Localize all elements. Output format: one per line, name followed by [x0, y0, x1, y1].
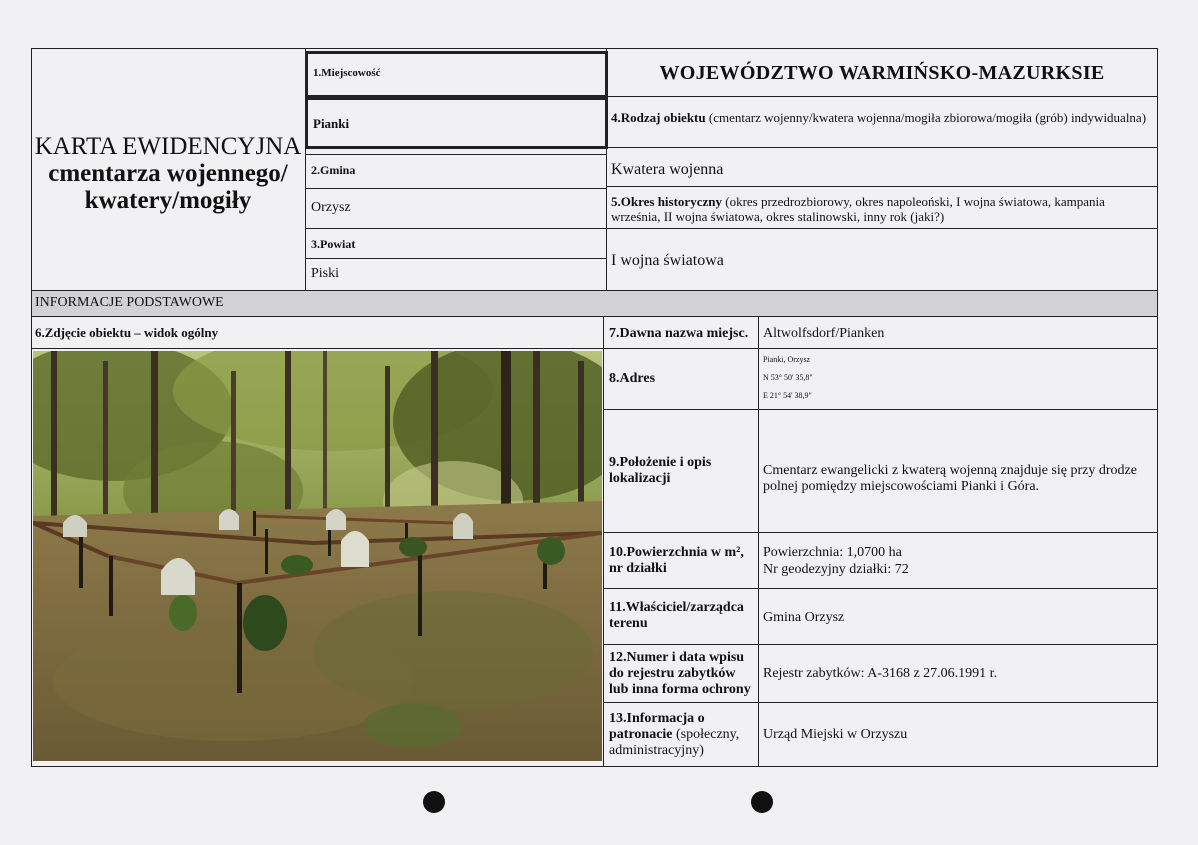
field8-label: 8.Adres [609, 371, 656, 386]
card-title-line3: kwatery/mogiły [84, 187, 252, 214]
field6-label: 6.Zdjęcie obiektu – widok ogólny [35, 325, 219, 340]
section-title: INFORMACJE PODSTAWOWE [35, 295, 224, 310]
card-title-line1: KARTA EWIDENCYJNA [34, 133, 302, 160]
punch-hole-left [423, 791, 445, 813]
field5-label: 5.Okres historyczny [611, 194, 722, 209]
voivodeship-heading: WOJEWÓDZTWO WARMIŃSKO-MAZURKSIE [659, 62, 1105, 84]
field13-value: Urząd Miejski w Orzyszu [763, 727, 908, 742]
field3-label: 3.Powiat [311, 237, 356, 251]
field4-hint: (cmentarz wojenny/kwatera wojenna/mogiła zbiorowa/mogiła (grób) indywidualna) [705, 110, 1147, 125]
field1-value-box [305, 97, 608, 149]
field5-header [611, 194, 1151, 224]
cemetery-photo [33, 351, 602, 761]
field1-value: Pianki [313, 116, 350, 131]
field9-label: 9.Położenie i opis lokalizacji [609, 455, 712, 486]
field8-line2: N 53° 50' 35,8" [763, 373, 813, 382]
field7-label: 7.Dawna nazwa miejsc. [609, 326, 749, 341]
field13-label: 13.Informacja o patronacie [609, 711, 705, 742]
field10-line1: Powierzchnia: 1,0700 ha [763, 545, 902, 560]
card-title [32, 133, 304, 214]
field7-value: Altwolfsdorf/Pianken [763, 326, 885, 341]
field9-value: Cmentarz ewangelicki z kwaterą wojenną znajduje się przy drodze polnej pomiędzy miejscowościami Pianki i Góra. [763, 463, 1137, 494]
field3-value: Piski [311, 266, 340, 281]
card-title-line2: cmentarza wojennego/ [48, 160, 288, 187]
field13-header [609, 711, 754, 759]
cemetery-photo-image [33, 351, 602, 761]
field12-value: Rejestr zabytków: A-3168 z 27.06.1991 r. [763, 666, 998, 681]
field5-value: I wojna światowa [611, 252, 724, 269]
field11-label: 11.Właściciel/zarządca terenu [609, 600, 744, 631]
field5-hint: (okres przedrozbiorowy, okres napoleoński, I wojna światowa, kampania września, II wojna światowa, okres stalinowski, inny rok (jaki?) [611, 194, 1105, 224]
field8-line1: Pianki, Orzysz [763, 355, 811, 364]
field12-label: 12.Numer i data wpisu do rejestru zabytków lub inna forma ochrony [609, 650, 751, 697]
field4-label: 4.Rodzaj obiektu [611, 110, 706, 125]
field1-label: 1.Miejscowość [313, 67, 381, 79]
field10-line2: Nr geodezyjny działki: 72 [763, 562, 909, 577]
field4-value: Kwatera wojenna [611, 161, 724, 178]
field2-label: 2.Gmina [311, 163, 356, 177]
field8-line3: E 21° 54' 38,9" [763, 391, 812, 400]
field4-header [611, 110, 1151, 125]
field2-value: Orzysz [311, 200, 351, 215]
field13-hint: (społeczny, administracyjny) [609, 727, 740, 758]
punch-hole-right [751, 791, 773, 813]
field11-value: Gmina Orzysz [763, 610, 845, 625]
field10-label: 10.Powierzchnia w m², nr działki [609, 545, 744, 576]
